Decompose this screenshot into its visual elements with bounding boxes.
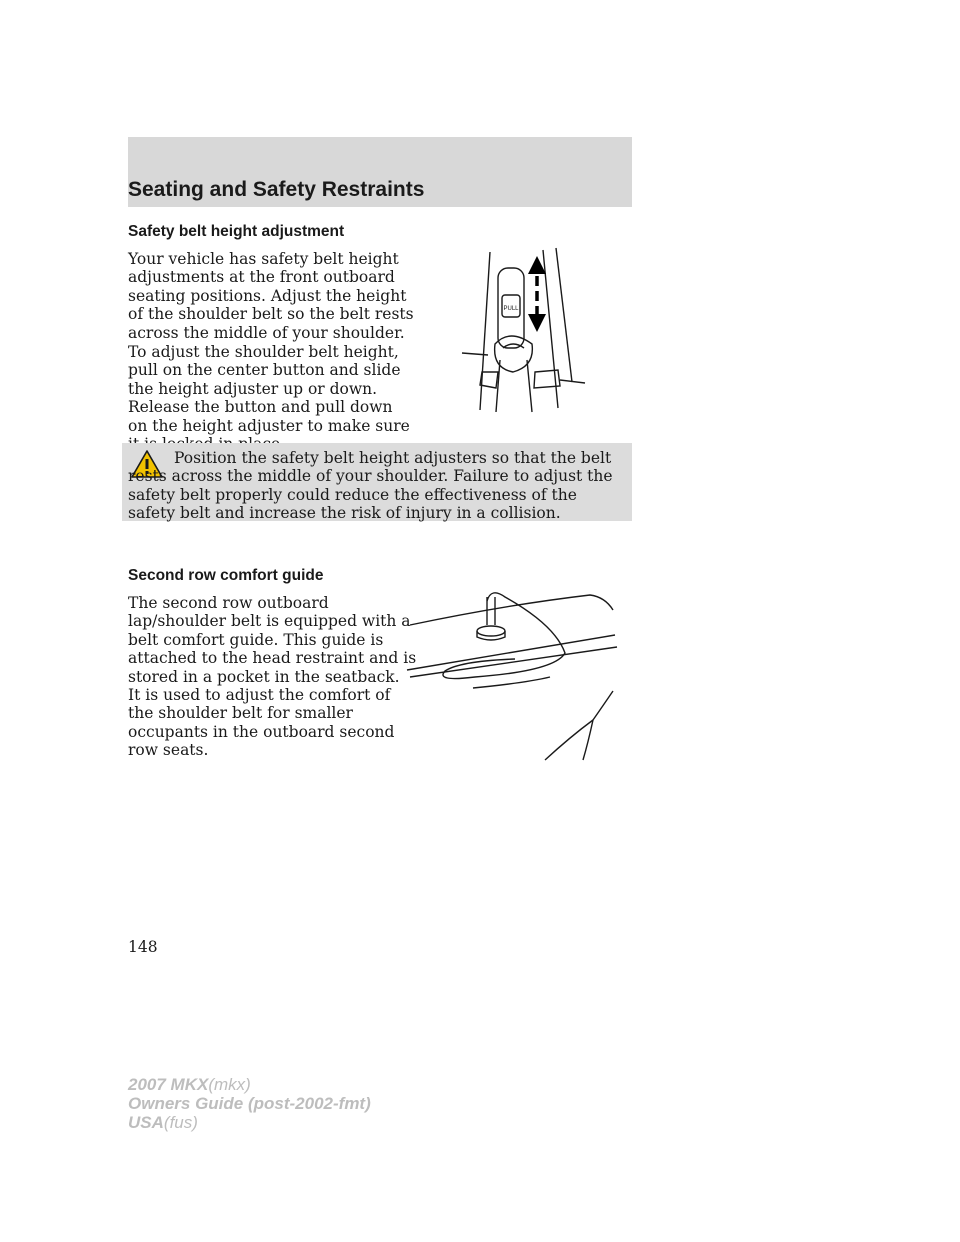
page-number: 148 <box>128 938 158 956</box>
page-title: Seating and Safety Restraints <box>128 178 425 201</box>
footer-market: USA <box>128 1113 164 1132</box>
footer-market-code: (fus) <box>163 1113 198 1132</box>
paragraph-belt-height-intro: Your vehicle has safety belt height adjustments at the front outboard seating positions. Adjust the height of the shoulder belt so the belt rests across the middle of your shoulder. <box>128 250 414 342</box>
footer-guide-name: Owners Guide (post-2002-fmt) <box>128 1094 371 1113</box>
comfort-guide-illustration <box>405 585 620 765</box>
pull-label: PULL <box>503 306 519 312</box>
footer-line-market <box>128 1113 371 1132</box>
section-heading-comfort-guide: Second row comfort guide <box>128 567 324 584</box>
paragraph-comfort-guide: The second row outboard lap/shoulder belt is equipped with a belt comfort guide. This guide is attached to the head restraint and is stored in a pocket in the seatback. It is used to adjust the comfort of the shoulder belt for smaller occupants in the outboard second row seats. <box>128 594 417 760</box>
footer-model-code: (mkx) <box>208 1075 251 1094</box>
section-heading-belt-height: Safety belt height adjustment <box>128 223 345 240</box>
belt-height-adjuster-illustration <box>440 240 600 415</box>
warning-text: Position the safety belt height adjusters so that the belt rests across the middle of your shoulder. Failure to adjust the safety belt properly could reduce the effectiveness of the safety belt and increase the risk of injury in a collision. <box>128 449 613 523</box>
footer-document-info <box>128 1075 371 1132</box>
paragraph-belt-height-steps: To adjust the shoulder belt height, pull on the center button and slide the height adjuster up or down. Release the button and pull down on the height adjuster to make sure <box>128 343 410 435</box>
warning-box <box>122 443 632 521</box>
footer-model: 2007 MKX <box>128 1075 209 1094</box>
footer-line-model <box>128 1075 371 1094</box>
